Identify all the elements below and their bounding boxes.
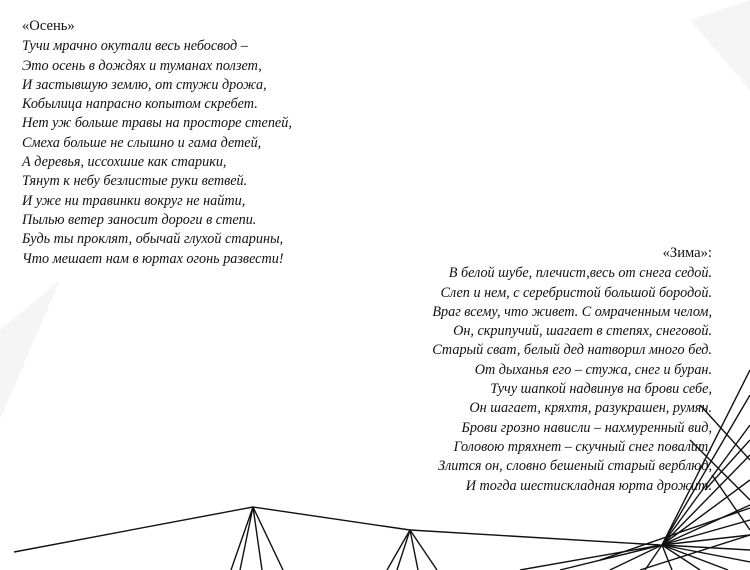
decor-line — [253, 507, 283, 570]
decor-line — [387, 530, 410, 570]
poem-title: «Осень» — [22, 18, 75, 34]
verse-line: Тучи мрачно окутали весь небосвод – — [22, 38, 248, 55]
verse-line: И застывшую землю, от стужи дрожа, — [22, 76, 267, 93]
decor-line — [520, 545, 662, 570]
decor-line — [610, 545, 662, 570]
decor-line — [560, 545, 662, 570]
winter-poem — [432, 244, 712, 496]
decor-line — [600, 508, 750, 560]
verse-line: И уже ни травинки вокруг не найти, — [22, 192, 246, 209]
decor-line — [14, 507, 253, 552]
verse-line: И тогда шестискладная юрта дрожит. — [465, 477, 712, 494]
decor-line — [231, 507, 253, 570]
verse-line: Брови грозно нависли – нахмуренный вид, — [461, 419, 712, 436]
decor-line — [253, 507, 410, 530]
faint-shape — [0, 280, 60, 420]
autumn-poem — [22, 17, 292, 269]
verse-line: Старый сват, белый дед натворил много бед. — [432, 342, 712, 359]
verse-line: А деревья, иссохшие как старики, — [22, 154, 227, 171]
decor-line — [662, 545, 700, 570]
decor-line — [662, 545, 728, 570]
verse-line: Кобылица напрасно копытом скребет. — [22, 96, 258, 113]
verse-line: Враг всему, что живет. С омраченным челом, — [432, 303, 712, 320]
verse-line: Пылью ветер заносит дороги в степи. — [22, 211, 257, 228]
decor-line — [662, 545, 750, 550]
verse-line: Тучу шапкой надвинув на брови себе, — [490, 381, 712, 398]
verse-line: От дыханья его – стужа, снег и буран. — [474, 361, 712, 378]
decor-line — [712, 475, 750, 530]
decor-line — [645, 545, 662, 570]
verse-line: Тянут к небу безлистые руки ветвей. — [22, 173, 248, 190]
decor-line — [662, 535, 750, 545]
verse-line: Головою тряхнет – скучный снег повалит. — [453, 438, 712, 455]
verse-line: Слеп и нем, с серебристой большой бородой. — [440, 284, 712, 301]
decor-line — [640, 535, 750, 570]
verse-line: Будь ты проклят, обычай глухой старины, — [22, 231, 284, 248]
verse-line: Смеха больше не слышно и гама детей, — [22, 134, 262, 151]
verse-line: Это осень в дождях и туманах ползет, — [22, 57, 262, 74]
decor-line — [662, 520, 750, 545]
verse-line: Нет уж больше травы на просторе степей, — [22, 115, 292, 132]
verse-line: Что мешает нам в юртах огонь развести! — [22, 250, 284, 267]
decor-line — [662, 505, 750, 545]
decor-line — [397, 530, 410, 570]
verse-line: В белой шубе, плечист,весь от снега седой. — [448, 265, 712, 282]
decor-line — [253, 507, 262, 570]
decor-line — [662, 545, 672, 570]
decor-line — [410, 530, 660, 545]
poem-title: «Зима»: — [662, 245, 712, 261]
verse-line: Злится он, словно бешеный старый верблюд, — [438, 458, 712, 475]
decor-line — [240, 507, 253, 570]
decor-line — [410, 530, 418, 570]
verse-line: Он шагает, кряхтя, разукрашен, румян. — [469, 400, 712, 417]
decor-line — [662, 545, 750, 562]
verse-line: Он, скрипучий, шагает в степях, снеговой. — [453, 323, 712, 340]
decor-line — [410, 530, 437, 570]
faint-shape — [690, 0, 750, 90]
